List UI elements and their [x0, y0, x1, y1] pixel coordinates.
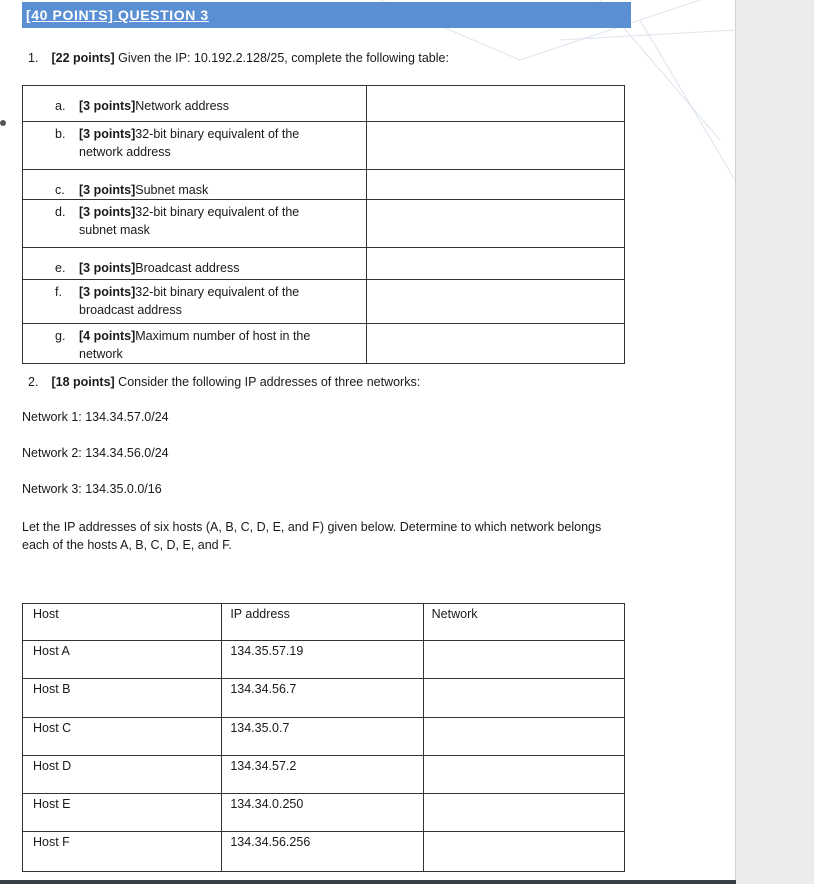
- margin-dot: [0, 120, 6, 126]
- network-answer-cell[interactable]: [423, 641, 624, 679]
- host-table: [22, 603, 625, 872]
- item-text: [79, 203, 299, 239]
- item-text: [79, 259, 239, 277]
- item-description: Subnet mask: [135, 183, 209, 197]
- item-description: network: [79, 347, 123, 361]
- item-letter: b.: [55, 127, 66, 141]
- host-table-row: [23, 756, 625, 794]
- host-name: Host C: [23, 718, 222, 756]
- network-3: Network 3: 134.35.0.0/16: [22, 482, 162, 496]
- host-name: Host E: [23, 794, 222, 832]
- network-answer-cell[interactable]: [423, 832, 624, 872]
- network-answer-cell[interactable]: [423, 756, 624, 794]
- q1-prompt-line: [28, 51, 449, 65]
- network-answer-cell[interactable]: [423, 794, 624, 832]
- host-table-row: [23, 794, 625, 832]
- subnet-row-label: [23, 280, 367, 324]
- page-edge-line: [735, 0, 736, 884]
- bottom-bar: [0, 880, 736, 884]
- subnet-row-label: [23, 248, 367, 280]
- subnet-item: [23, 122, 366, 161]
- host-table-row: [23, 832, 625, 872]
- subnet-item: [23, 324, 366, 363]
- answer-cell[interactable]: [366, 280, 624, 324]
- q2-instruction: [22, 518, 601, 554]
- item-letter: e.: [55, 261, 66, 275]
- item-text: [79, 97, 229, 115]
- network-answer-cell[interactable]: [423, 718, 624, 756]
- question-title: [40 POINTS] QUESTION 3: [26, 7, 209, 23]
- answer-cell[interactable]: [366, 86, 624, 122]
- host-ip: 134.34.0.250: [222, 794, 423, 832]
- item-letter: d.: [55, 205, 66, 219]
- item-text: [79, 125, 299, 161]
- answer-cell[interactable]: [366, 324, 624, 364]
- network-1: Network 1: 134.34.57.0/24: [22, 410, 169, 424]
- item-letter: g.: [55, 329, 66, 343]
- subnet-item: [23, 200, 366, 239]
- host-table-row: [23, 679, 625, 718]
- subnet-table-row: [23, 248, 625, 280]
- item-description: 32-bit binary equivalent of the: [135, 285, 300, 299]
- host-ip: 134.35.0.7: [222, 718, 423, 756]
- subnet-table-row: [23, 280, 625, 324]
- item-description: Maximum number of host in the: [135, 329, 311, 343]
- item-description: Broadcast address: [135, 261, 240, 275]
- q2-instruction-line1: Let the IP addresses of six hosts (A, B, C, D, E, and F) given below. Determine to which network belongs: [22, 520, 602, 534]
- item-points: [3 points]: [79, 205, 136, 219]
- subnet-item: [23, 86, 366, 115]
- header-ip-address: IP address: [222, 604, 423, 641]
- subnet-table-row: [23, 122, 625, 170]
- host-name: Host A: [23, 641, 222, 679]
- answer-cell[interactable]: [366, 122, 624, 170]
- q2-number: 2.: [28, 375, 39, 389]
- subnet-table-row: [23, 170, 625, 200]
- header-host: Host: [23, 604, 222, 641]
- subnet-row-label: [23, 170, 367, 200]
- q2-instruction-line2: each of the hosts A, B, C, D, E, and F.: [22, 538, 232, 552]
- subnet-item: [23, 280, 366, 319]
- subnet-item: [23, 170, 366, 199]
- subnet-table-row: [23, 324, 625, 364]
- subnet-table-row: [23, 200, 625, 248]
- answer-cell[interactable]: [366, 248, 624, 280]
- header-network: Network: [423, 604, 624, 641]
- item-points: [3 points]: [79, 183, 136, 197]
- item-points: [3 points]: [79, 99, 136, 113]
- subnet-row-label: [23, 86, 367, 122]
- item-description: 32-bit binary equivalent of the: [135, 127, 300, 141]
- host-table-row: [23, 718, 625, 756]
- item-description: 32-bit binary equivalent of the: [135, 205, 300, 219]
- answer-cell[interactable]: [366, 200, 624, 248]
- item-description: subnet mask: [79, 223, 150, 237]
- answer-cell[interactable]: [366, 170, 624, 200]
- item-points: [4 points]: [79, 329, 136, 343]
- host-ip: 134.35.57.19: [222, 641, 423, 679]
- network-answer-cell[interactable]: [423, 679, 624, 718]
- item-description: network address: [79, 145, 171, 159]
- q2-prompt-line: [28, 375, 420, 389]
- q2-points: [18 points]: [51, 375, 115, 389]
- item-letter: f.: [55, 285, 62, 299]
- item-letter: c.: [55, 183, 65, 197]
- q1-prompt: Given the IP: 10.192.2.128/25, complete the following table:: [118, 51, 449, 65]
- subnet-row-label: [23, 200, 367, 248]
- host-ip: 134.34.56.7: [222, 679, 423, 718]
- subnet-table-row: [23, 86, 625, 122]
- subnet-item: [23, 248, 366, 277]
- item-description: Network address: [135, 99, 230, 113]
- subnet-table: [22, 85, 625, 364]
- subnet-row-label: [23, 324, 367, 364]
- page-margin: [736, 0, 814, 884]
- q2-prompt: Consider the following IP addresses of three networks:: [118, 375, 421, 389]
- item-text: [79, 181, 208, 199]
- network-2: Network 2: 134.34.56.0/24: [22, 446, 169, 460]
- host-ip: 134.34.57.2: [222, 756, 423, 794]
- item-points: [3 points]: [79, 285, 136, 299]
- item-points: [3 points]: [79, 127, 136, 141]
- item-letter: a.: [55, 99, 66, 113]
- q1-number: 1.: [28, 51, 39, 65]
- host-table-row: [23, 641, 625, 679]
- question-banner: [22, 2, 631, 28]
- item-description: broadcast address: [79, 303, 182, 317]
- host-ip: 134.34.56.256: [222, 832, 423, 872]
- host-table-header: [23, 604, 625, 641]
- item-points: [3 points]: [79, 261, 136, 275]
- subnet-row-label: [23, 122, 367, 170]
- host-name: Host B: [23, 679, 222, 718]
- host-name: Host D: [23, 756, 222, 794]
- item-text: [79, 283, 299, 319]
- item-text: [79, 327, 310, 363]
- q1-points: [22 points]: [51, 51, 115, 65]
- host-name: Host F: [23, 832, 222, 872]
